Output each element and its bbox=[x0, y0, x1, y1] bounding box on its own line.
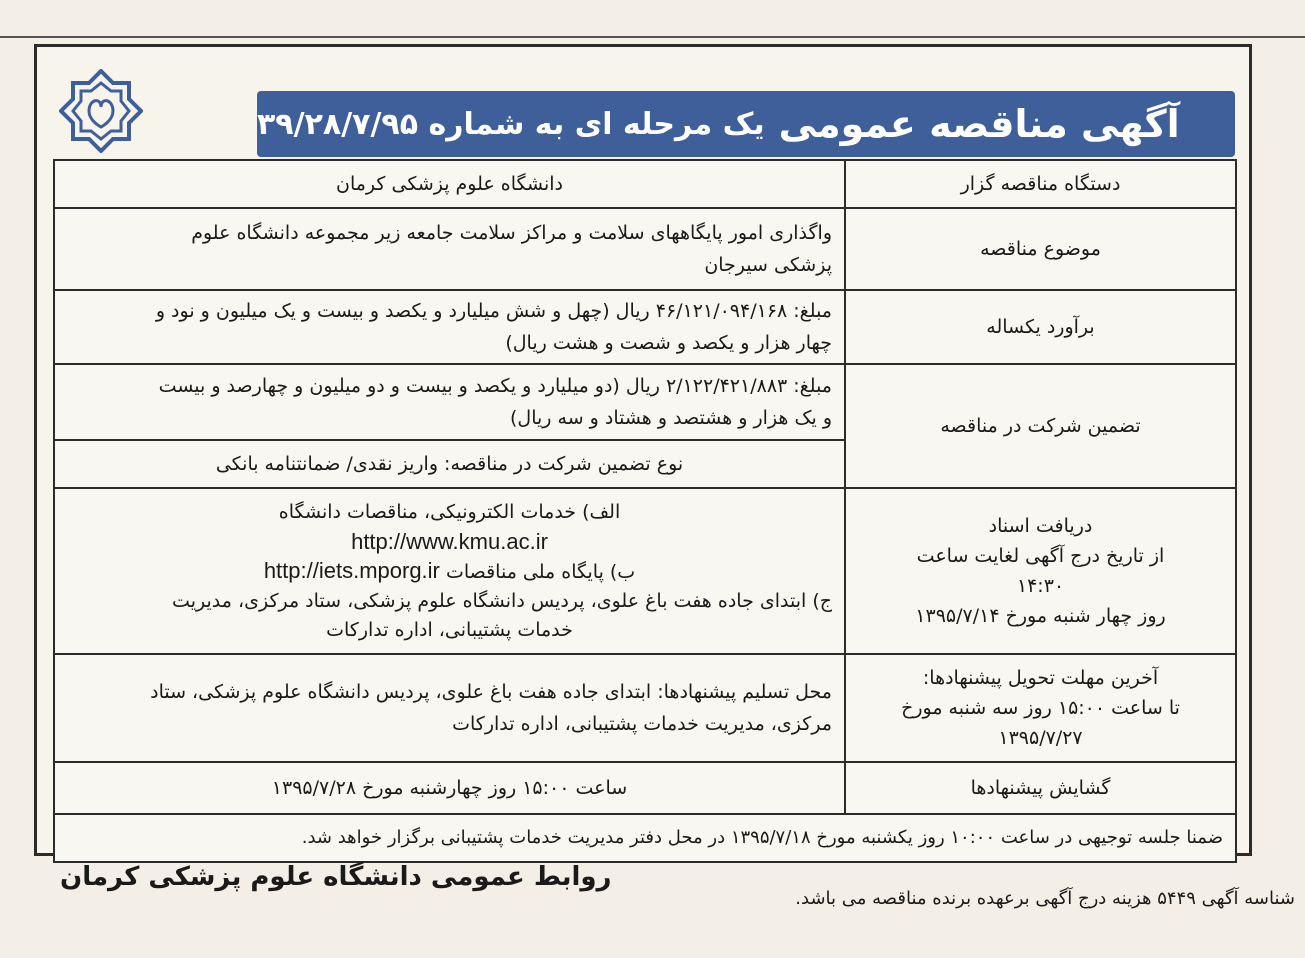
iets-prefix: ب) پایگاه ملی مناقصات bbox=[445, 560, 636, 583]
label-text: موضوع مناقصه bbox=[980, 238, 1101, 260]
kmu-link[interactable]: http://www.kmu.ac.ir bbox=[351, 528, 548, 554]
value-line: ج) ابتدای جاده هفت باغ علوی، پردیس دانشگاه علوم پزشکی، ستاد مرکزی، مدیریت bbox=[172, 589, 832, 612]
value-line: چهار هزار و یکصد و شصت و هشت ریال) bbox=[505, 332, 832, 354]
notice-header bbox=[37, 47, 1249, 159]
value-guarantee-type bbox=[53, 439, 846, 489]
label-line: ۱۳۹۵/۷/۲۷ bbox=[998, 727, 1083, 749]
title-band bbox=[257, 91, 1235, 157]
label-line: دریافت اسناد bbox=[988, 515, 1093, 537]
value-line: محل تسلیم پیشنهادها: ابتدای جاده هفت باغ علوی، پردیس دانشگاه علوم پزشکی، ستاد bbox=[150, 681, 832, 703]
footer-ad-info: شناسه آگهی ۵۴۴۹ هزینه درج آگهی برعهده برنده مناقصه می باشد. bbox=[795, 888, 1295, 909]
value-text: ساعت ۱۵:۰۰ روز چهارشنبه مورخ ۱۳۹۵/۷/۲۸ bbox=[271, 777, 628, 799]
value-line: واگذاری امور پایگاههای سلامت و مراکز سلامت جامعه زیر مجموعه دانشگاه علوم bbox=[191, 222, 832, 244]
label-deadline bbox=[844, 653, 1237, 763]
label-opening bbox=[844, 761, 1237, 815]
notice-title: آگهی مناقصه عمومی bbox=[778, 102, 1180, 146]
value-text: دانشگاه علوم پزشکی کرمان bbox=[336, 173, 564, 195]
iets-line bbox=[264, 556, 635, 587]
label-text: دستگاه مناقصه گزار bbox=[960, 173, 1121, 195]
notice-subtitle: یک مرحله ای به شماره ۳۹/۲۸/۷/۹۵ bbox=[257, 106, 765, 142]
label-text: برآورد یکساله bbox=[986, 316, 1095, 338]
top-rule bbox=[0, 36, 1305, 38]
value-organizer bbox=[53, 159, 846, 209]
label-subject bbox=[844, 207, 1237, 291]
notice-frame bbox=[34, 44, 1252, 856]
tender-table bbox=[53, 159, 1237, 863]
label-text: تضمین شرکت در مناقصه bbox=[940, 415, 1141, 437]
value-line: الف) خدمات الکترونیکی، مناقصات دانشگاه bbox=[278, 500, 621, 523]
value-line: و یک هزار و هشتصد و هشتاد و سه ریال) bbox=[510, 407, 832, 429]
label-line: از تاریخ درج آگهی لغایت ساعت bbox=[916, 545, 1165, 567]
value-line: مبلغ: ۲/۱۲۲/۴۲۱/۸۸۳ ریال (دو میلیارد و یکصد و بیست و دو میلیون و چهارصد و بیست bbox=[158, 375, 832, 397]
label-guarantee bbox=[844, 363, 1237, 489]
label-line: آخرین مهلت تحویل پیشنهادها: bbox=[922, 667, 1159, 689]
ministry-emblem-icon bbox=[59, 69, 143, 153]
footer-organization: روابط عمومی دانشگاه علوم پزشکی کرمان bbox=[60, 862, 612, 892]
value-line: مرکزی، مدیریت خدمات پشتیبانی، اداره تدارکات bbox=[452, 713, 832, 735]
label-estimate bbox=[844, 289, 1237, 365]
value-documents bbox=[53, 487, 846, 655]
label-text: گشایش پیشنهادها bbox=[970, 777, 1111, 799]
value-line: پزشکی سیرجان bbox=[704, 254, 832, 276]
value-guarantee-amount bbox=[53, 363, 846, 441]
briefing-note bbox=[53, 813, 1237, 863]
value-submission-place bbox=[53, 653, 846, 763]
iets-link[interactable]: http://iets.mporg.ir bbox=[263, 557, 440, 583]
value-line: خدمات پشتیبانی، اداره تدارکات bbox=[326, 618, 573, 641]
value-estimate bbox=[53, 289, 846, 365]
value-subject bbox=[53, 207, 846, 291]
label-line: روز چهار شنبه مورخ ۱۳۹۵/۷/۱۴ bbox=[915, 605, 1166, 627]
value-line: مبلغ: ۴۶/۱۲۱/۰۹۴/۱۶۸ ریال (چهل و شش میلیارد و یکصد و بیست و یک میلیون و نود و bbox=[155, 300, 832, 322]
label-documents bbox=[844, 487, 1237, 655]
note-text: ضمنا جلسه توجیهی در ساعت ۱۰:۰۰ روز یکشنبه مورخ ۱۳۹۵/۷/۱۸ در محل دفتر مدیریت خدمات پشتیبانی برگزار خواهد شد. bbox=[301, 827, 1223, 848]
label-organizer bbox=[844, 159, 1237, 209]
label-line: تا ساعت ۱۵:۰۰ روز سه شنبه مورخ bbox=[901, 697, 1180, 719]
value-text: نوع تضمین شرکت در مناقصه: واریز نقدی/ ضمانتنامه بانکی bbox=[215, 453, 684, 475]
value-opening bbox=[53, 761, 846, 815]
label-line: ۱۴:۳۰ bbox=[1016, 575, 1065, 597]
